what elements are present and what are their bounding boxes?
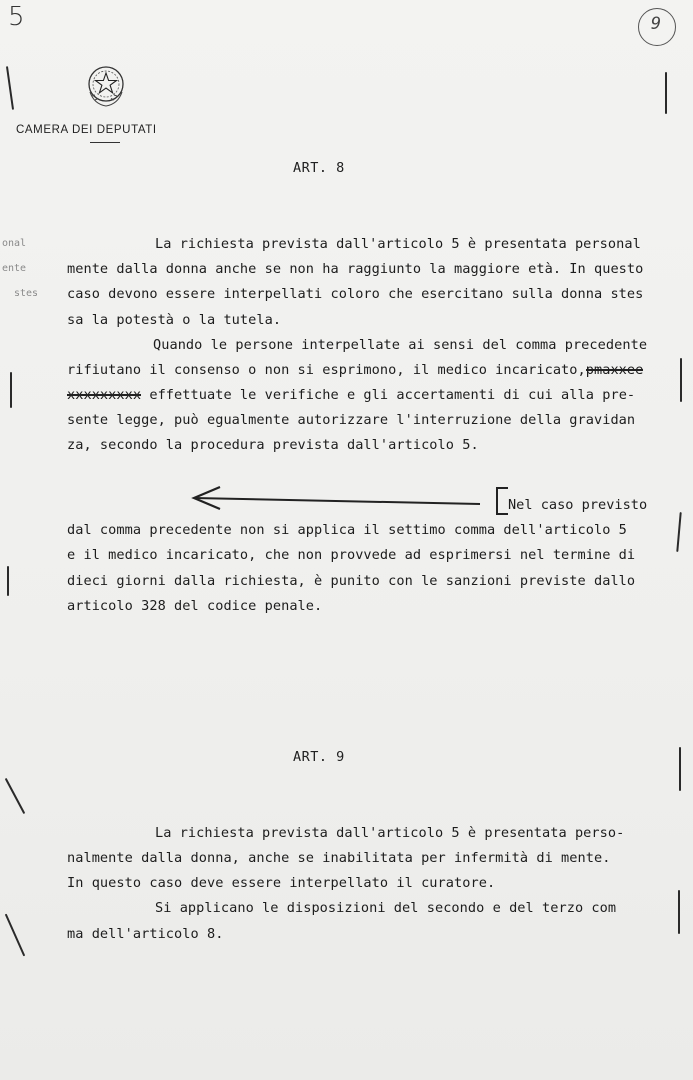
insertion-lead: Nel caso previsto (508, 497, 648, 513)
art8-line-text: rifiutano il consenso o non si esprimono, il medico incaricato, (67, 362, 586, 378)
art8-line (67, 387, 667, 403)
struck-word: xxxxxxxxx (67, 387, 142, 403)
republic-emblem-icon (84, 62, 128, 110)
art9-line: La richiesta prevista dall'articolo 5 è presentata perso- (155, 825, 625, 841)
margin-note: ente (2, 263, 27, 274)
insertion-line: e il medico incaricato, che non provvede ad esprimersi nel termine di (67, 547, 636, 563)
article-9-title: ART. 9 (293, 749, 345, 765)
margin-stroke (10, 372, 12, 408)
margin-stroke (679, 747, 681, 791)
margin-note: stes (14, 288, 39, 299)
art8-line: sente legge, può egualmente autorizzare l'interruzione della gravidan (67, 412, 636, 428)
art9-line: In questo caso deve essere interpellato il curatore. (67, 875, 496, 891)
struck-word: pmaxxee (585, 362, 644, 378)
margin-note: onal (2, 238, 27, 249)
insertion-line: articolo 328 del codice penale. (67, 598, 323, 614)
art8-line: mente dalla donna anche se non ha raggiunto la maggiore età. In questo (67, 261, 644, 277)
margin-stroke (7, 566, 9, 596)
art8-line: sa la potestà o la tutela. (67, 312, 282, 328)
insertion-arrow-icon (190, 484, 490, 514)
margin-stroke (680, 358, 682, 402)
header-rule (90, 142, 120, 143)
insertion-line: dieci giorni dalla richiesta, è punito con le sanzioni previste dallo (67, 573, 636, 589)
art8-line-text: effettuate le verifiche e gli accertamenti di cui alla pre- (149, 387, 636, 403)
margin-stroke (665, 72, 667, 114)
insertion-bracket (496, 487, 508, 515)
margin-stroke (676, 512, 681, 552)
stamp-number: 9 (650, 14, 662, 34)
art9-line: nalmente dalla donna, anche se inabilitata per infermità di mente. (67, 850, 611, 866)
margin-stroke (5, 914, 26, 957)
margin-stroke (5, 778, 26, 814)
article-8-title: ART. 8 (293, 160, 345, 176)
art8-line: Quando le persone interpellate ai sensi del comma precedente (153, 337, 648, 353)
art9-line: Si applicano le disposizioni del secondo e del terzo com (155, 900, 617, 916)
art8-line: za, secondo la procedura prevista dall'articolo 5. (67, 437, 479, 453)
page-number: 5 (8, 2, 25, 32)
art8-line: caso devono essere interpellati coloro che esercitano sulla donna stes (67, 286, 644, 302)
margin-stroke (6, 66, 14, 110)
art8-line: La richiesta prevista dall'articolo 5 è presentata personal (155, 236, 641, 252)
art9-line: ma dell'articolo 8. (67, 926, 224, 942)
insertion-line: dal comma precedente non si applica il settimo comma dell'articolo 5 (67, 522, 627, 538)
institution-name: CAMERA DEI DEPUTATI (16, 124, 157, 136)
art8-line (67, 362, 667, 378)
